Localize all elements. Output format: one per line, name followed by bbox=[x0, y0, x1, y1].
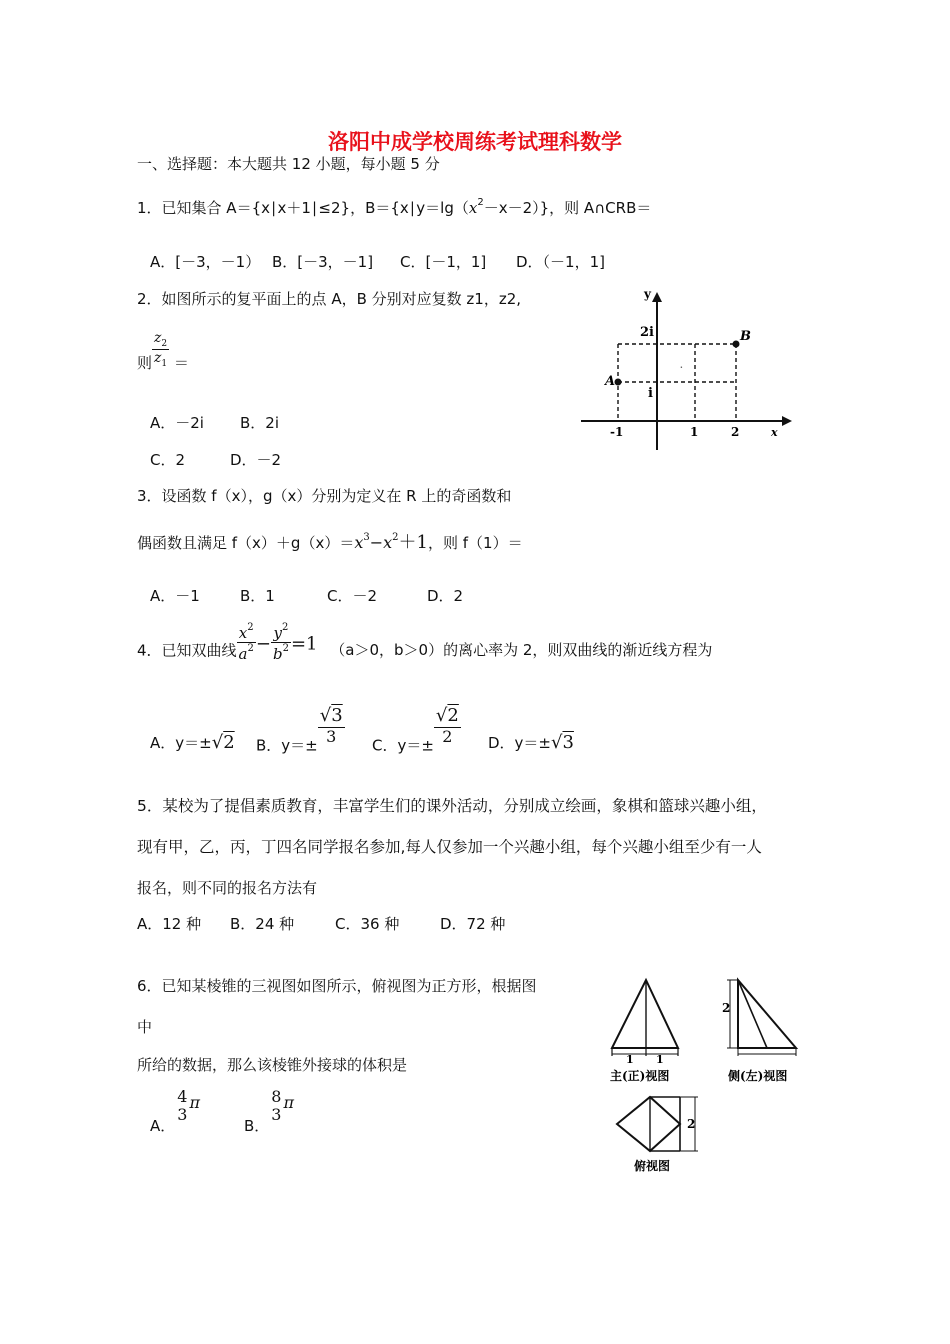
point-a-marker bbox=[615, 379, 622, 386]
question-5-line1: 5．某校为了提倡素质教育，丰富学生们的课外活动，分别成立绘画，象棋和篮球兴趣小组， bbox=[137, 797, 767, 815]
top-view bbox=[617, 1097, 698, 1151]
point-b-label: B bbox=[740, 329, 751, 344]
question-6-line1: 6．已知某棱锥的三视图如图所示，俯视图为正方形，根据图 bbox=[137, 977, 537, 995]
top-view-label: 俯视图 bbox=[634, 1159, 671, 1173]
q5-option-d[interactable]: D．72 种 bbox=[440, 915, 506, 933]
q1-exp: 2 bbox=[477, 197, 484, 208]
front-dim-1b: 1 bbox=[656, 1053, 664, 1066]
q5-option-a[interactable]: A．12 种 bbox=[137, 915, 202, 933]
q5-option-b[interactable]: B．24 种 bbox=[230, 915, 295, 933]
q4-option-b[interactable]: B．y＝± $\frac{√3}{3}$ bbox=[256, 705, 343, 755]
q1-option-b[interactable]: B．[－3，－1] bbox=[272, 253, 374, 271]
side-dim-2: 2 bbox=[722, 1001, 731, 1015]
question-6-line2: 中 bbox=[137, 1018, 153, 1036]
question-4: 4．已知双曲线 $\frac{x^2}{a^2}$ − $\frac{y^2}{b^2}$ =1 （a＞0，b＞0）的离心率为 2，则双曲线的渐近线方程为 bbox=[137, 622, 713, 664]
q4-option-d[interactable]: D．y＝±√3 bbox=[488, 732, 574, 753]
q2-option-a[interactable]: A．－2i bbox=[150, 414, 204, 432]
q1-x: x bbox=[468, 199, 478, 217]
front-dim-1a: 1 bbox=[626, 1053, 634, 1066]
q5-option-c[interactable]: C．36 种 bbox=[335, 915, 400, 933]
side-view-label: 侧(左)视图 bbox=[728, 1069, 788, 1083]
front-view bbox=[612, 980, 678, 1056]
x-axis-label: x bbox=[771, 426, 778, 439]
q1-text-pre: 1．已知集合 A＝{x∣x＋1∣≤2}，B＝{x∣y＝lg（ bbox=[137, 199, 469, 217]
y-tick-2i: 2i bbox=[640, 325, 654, 340]
q6-option-b[interactable]: B． 8 3 π bbox=[244, 1087, 294, 1135]
svg-text:·: · bbox=[680, 362, 683, 372]
q2-option-b[interactable]: B．2i bbox=[240, 414, 280, 432]
point-b-marker bbox=[733, 341, 740, 348]
side-view bbox=[727, 980, 796, 1056]
front-view-label: 主(正)视图 bbox=[610, 1069, 670, 1083]
q1-option-c[interactable]: C．[－1，1] bbox=[400, 253, 487, 271]
q6-option-a[interactable]: A． 4 3 π bbox=[150, 1087, 200, 1135]
y-axis-label: y bbox=[644, 287, 651, 301]
three-view-figure bbox=[600, 970, 810, 1180]
x-tick-1: 1 bbox=[690, 425, 699, 439]
section-header: 一、选择题：本大题共 12 小题，每小题 5 分 bbox=[137, 155, 440, 173]
q4-option-a[interactable]: A．y＝±√2 bbox=[150, 732, 235, 753]
q2-option-c[interactable]: C．2 bbox=[150, 451, 186, 469]
q3-option-b[interactable]: B．1 bbox=[240, 587, 275, 605]
x-tick-2: 2 bbox=[731, 425, 740, 439]
question-3-line2: 偶函数且满足 $f(x)+g(x)=x^3-x^2+1$，则 f（1）＝ bbox=[137, 532, 523, 553]
q2-fraction: $\frac{z_2}{z_1}$ bbox=[154, 330, 168, 369]
q3-option-d[interactable]: D．2 bbox=[427, 587, 464, 605]
point-a-label: A bbox=[605, 374, 616, 389]
q3-option-c[interactable]: C．－2 bbox=[327, 587, 378, 605]
top-dim-2: 2 bbox=[687, 1117, 696, 1131]
question-6-line3: 所给的数据，那么该棱锥外接球的体积是 bbox=[137, 1056, 408, 1074]
hyperbola-x-term: $\frac{x^2}{a^2}$ bbox=[238, 622, 254, 664]
x-tick-neg1: -1 bbox=[610, 425, 624, 439]
question-5-line3: 报名，则不同的报名方法有 bbox=[137, 879, 318, 897]
q2-then: 则 bbox=[137, 354, 153, 373]
q3-option-a[interactable]: A．－1 bbox=[150, 587, 200, 605]
question-3-line1: 3．设函数 f（x），g（x）分别为定义在 R 上的奇函数和 bbox=[137, 487, 512, 505]
question-5-line2: 现有甲，乙，丙，丁四名同学报名参加,每人仅参加一个兴趣小组，每个兴趣小组至少有一人 bbox=[137, 838, 762, 856]
q1-text-post: －x－2）}，则 A∩CRB＝ bbox=[483, 199, 652, 217]
question-2: 2．如图所示的复平面上的点 A，B 分别对应复数 z1，z2, bbox=[137, 290, 522, 308]
q2-option-d[interactable]: D．－2 bbox=[230, 451, 282, 469]
q1-option-d[interactable]: D．（－1，1] bbox=[516, 253, 605, 271]
q1-option-a[interactable]: A．[－3，－1） bbox=[150, 253, 261, 271]
q2-equals: ＝ bbox=[173, 354, 189, 373]
hyperbola-y-term: $\frac{y^2}{b^2}$ bbox=[272, 622, 289, 664]
y-tick-i: i bbox=[648, 386, 653, 401]
question-1 bbox=[137, 197, 651, 218]
page-title: 洛阳中成学校周练考试理科数学 bbox=[328, 130, 622, 154]
complex-plane-figure bbox=[578, 284, 800, 454]
q2-expression bbox=[137, 330, 189, 373]
q4-option-c[interactable]: C．y＝± $\frac{√2}{2}$ bbox=[372, 705, 459, 755]
